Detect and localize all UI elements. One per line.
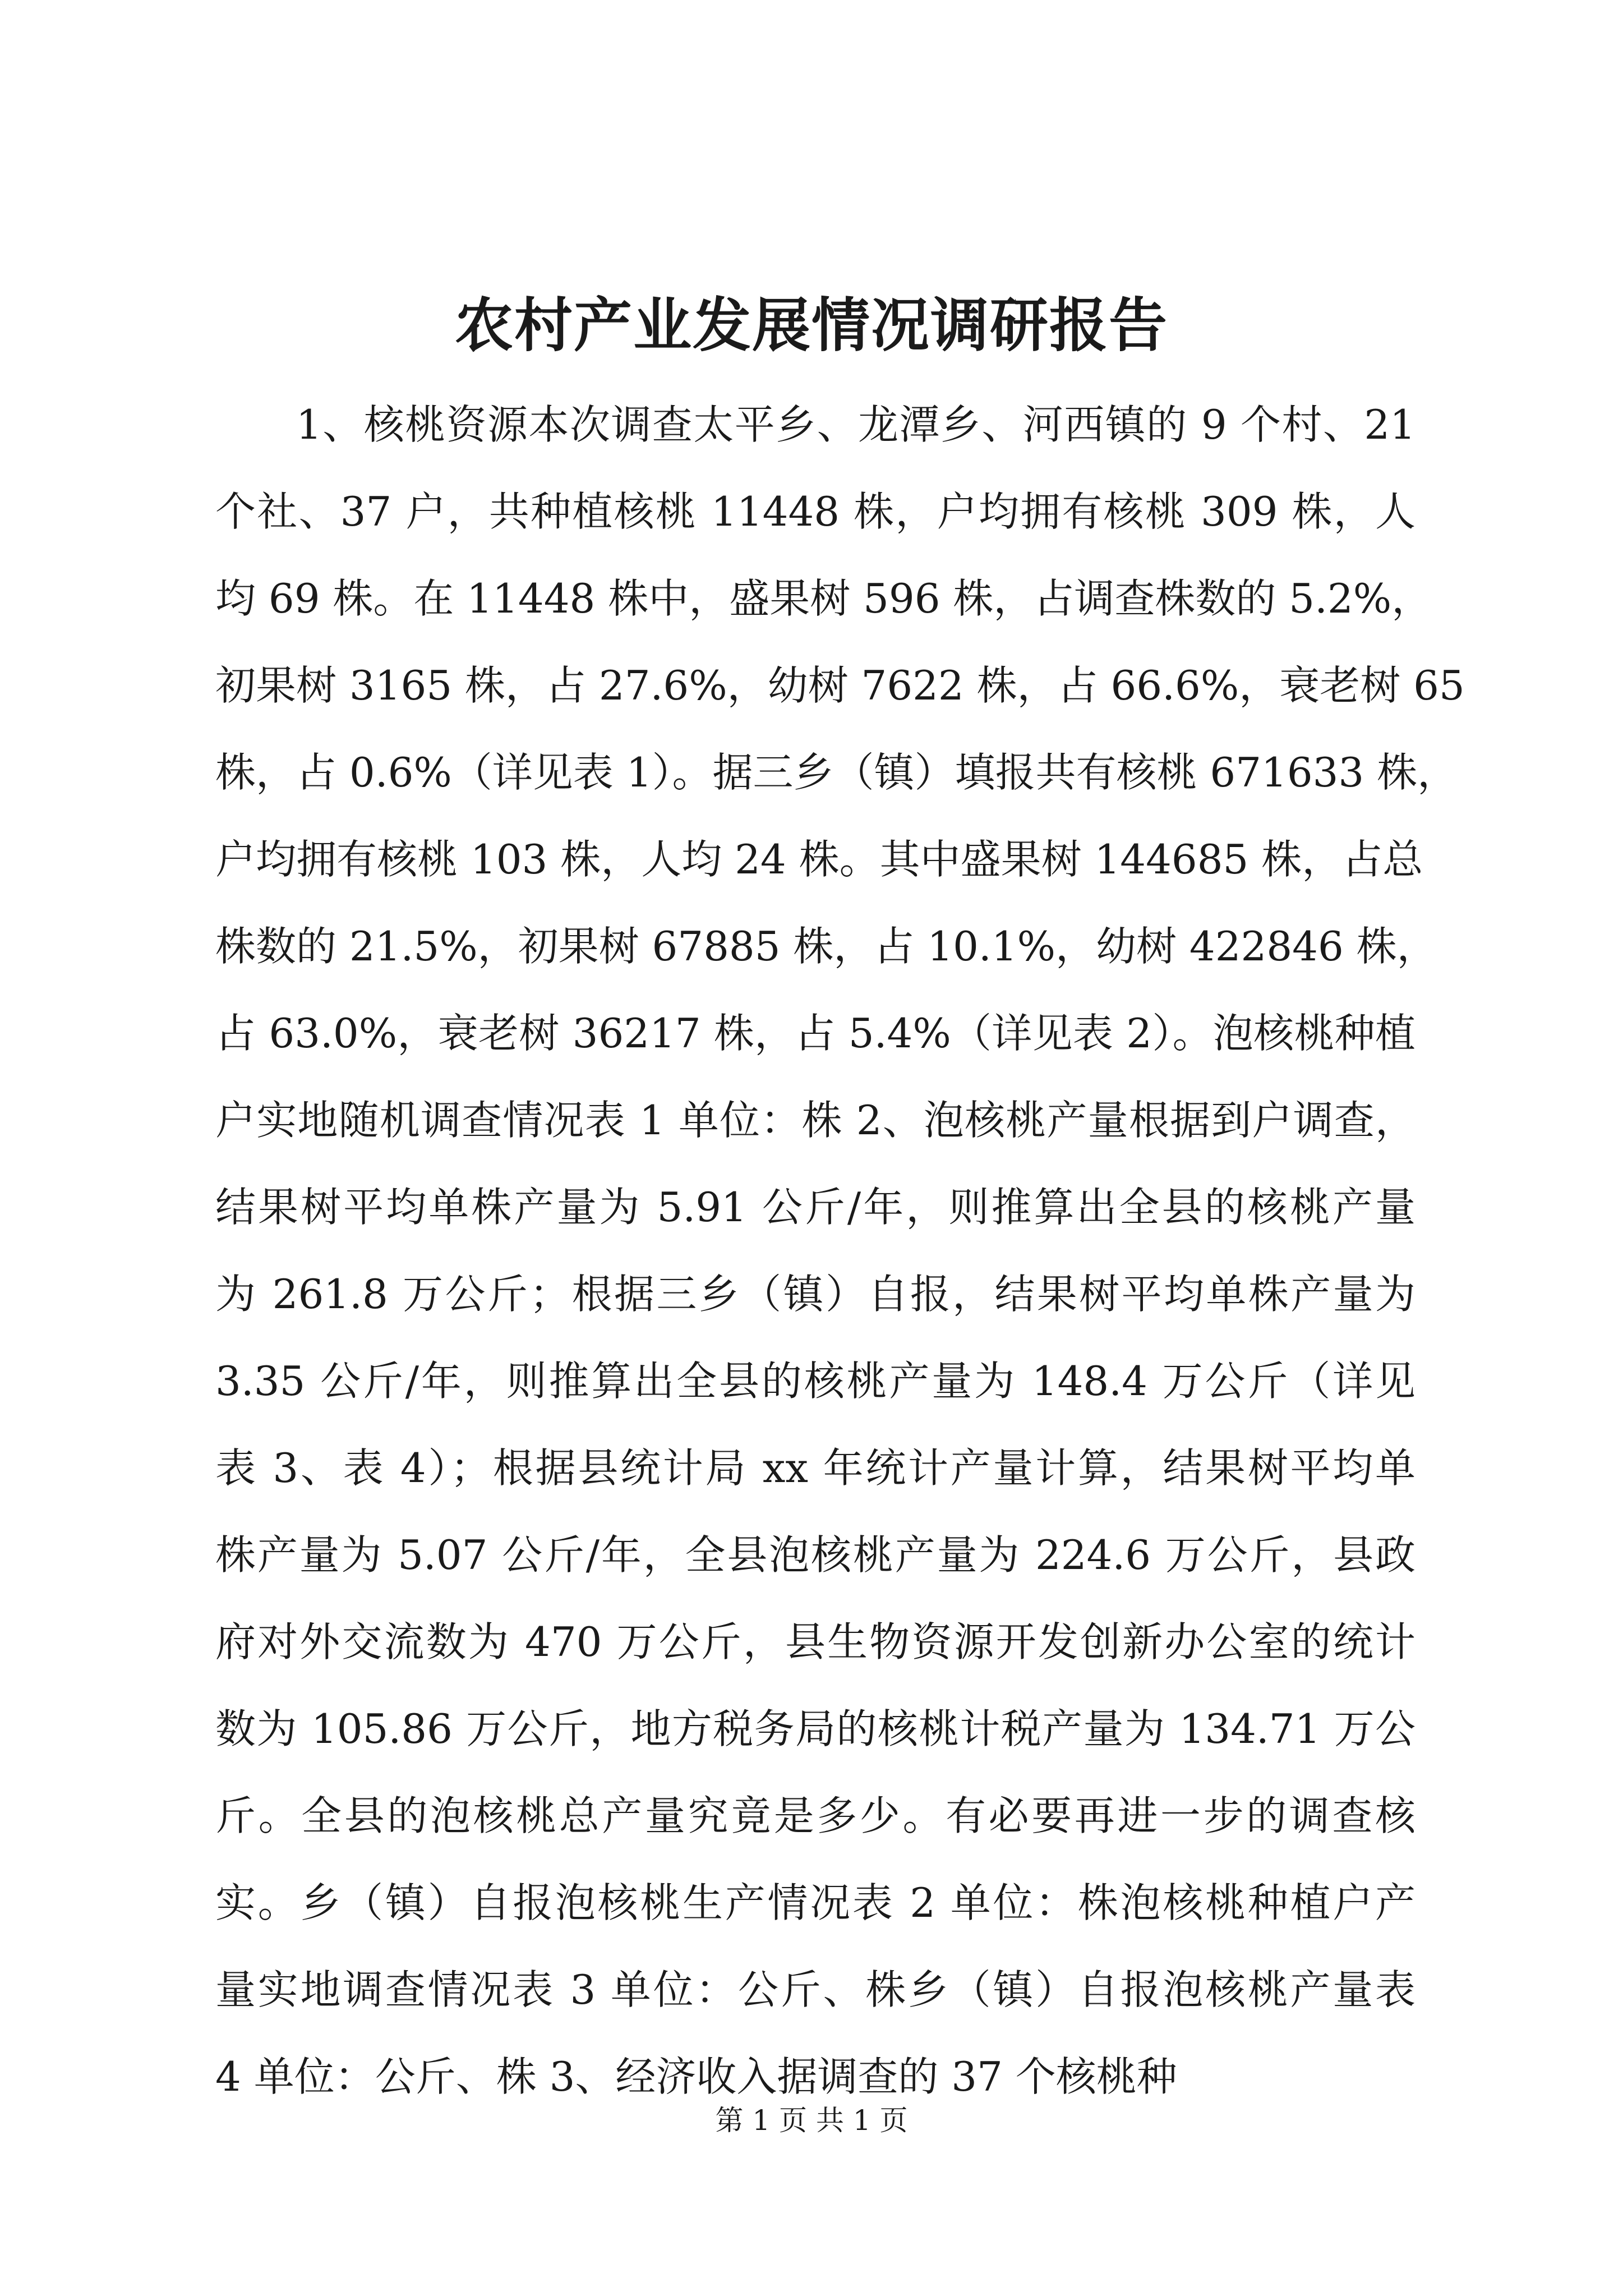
paragraph-line: 个社、37 户，共种植核桃 11448 株，户均拥有核桃 309 株，人 [215,488,1415,535]
paragraph-line: 数为 105.86 万公斤，地方税务局的核桃计税产量为 134.71 万公 [215,1705,1415,1752]
paragraph-line: 为 261.8 万公斤；根据三乡（镇）自报，结果树平均单株产量为 [215,1271,1415,1318]
paragraph-line: 均 69 株。在 11448 株中，盛果树 596 株，占调查株数的 5.2%， [215,575,1432,622]
paragraph-line: 1、核桃资源本次调查太平乡、龙潭乡、河西镇的 9 个村、21 [296,401,1415,448]
paragraph-line: 户均拥有核桃 103 株，人均 24 株。其中盛果树 144685 株，占总 [215,836,1423,883]
paragraph-line: 表 3、表 4）；根据县统计局 xx 年统计产量计算，结果树平均单 [215,1444,1415,1492]
paragraph-line: 株产量为 5.07 公斤/年，全县泡核桃产量为 224.6 万公斤，县政 [215,1531,1415,1579]
paragraph-line: 量实地调查情况表 3 单位：公斤、株乡（镇）自报泡核桃产量表 [215,1966,1415,2013]
paragraph-line: 初果树 3165 株，占 27.6%，幼树 7622 株，占 66.6%，衰老树 65 [215,662,1465,709]
page-number-footer: 第 1 页 共 1 页 [715,2104,908,2137]
paragraph-line: 4 单位：公斤、株 3、经济收入据调查的 37 个核桃种 [215,2053,1177,2100]
paragraph-line: 府对外交流数为 470 万公斤，县生物资源开发创新办公室的统计 [215,1618,1415,1665]
paragraph-line: 斤。全县的泡核桃总产量究竟是多少。有必要再进一步的调查核 [215,1792,1415,1839]
paragraph-line: 户实地随机调查情况表 1 单位：株 2、泡核桃产量根据到户调查， [215,1097,1415,1144]
paragraph-line: 占 63.0%，衰老树 36217 株，占 5.4%（详见表 2）。泡核桃种植 [215,1010,1415,1057]
body-paragraph [215,381,1465,2120]
paragraph-line: 3.35 公斤/年，则推算出全县的核桃产量为 148.4 万公斤（详见 [215,1358,1415,1405]
paragraph-line: 株数的 21.5%，初果树 67885 株，占 10.1%，幼树 422846 株， [215,923,1437,970]
document-title: 农村产业发展情况调研报告 [454,291,1168,360]
paragraph-line: 结果树平均单株产量为 5.91 公斤/年，则推算出全县的核桃产量 [215,1184,1415,1231]
paragraph-line: 实。乡（镇）自报泡核桃生产情况表 2 单位：株泡核桃种植户产 [215,1879,1415,1926]
paragraph-line: 株，占 0.6%（详见表 1）。据三乡（镇）填报共有核桃 671633 株， [215,749,1458,796]
